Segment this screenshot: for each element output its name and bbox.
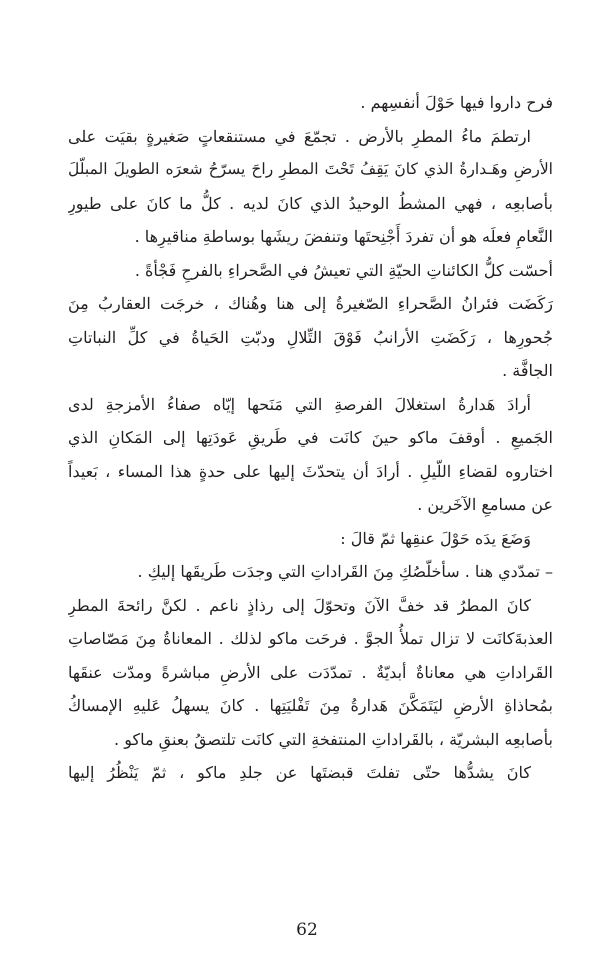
text-line: – تمدّدي هنا . سأخلّصُكِ مِنَ القَراداتِ التي وجدَت طَريقَها إليكِ . — [137, 562, 553, 581]
text-line: بمُحاذاةِ الأرضِ ليَتَمَكَّنَ هَدارةُ مِنَ تَفْليَتِها . كانَ يسهلُ عَليهِ الإمساكُ — [68, 696, 553, 715]
text-line: رَكَضَت فئرانُ الصَّحراءِ الصّغيرةُ إلى هنا وهُناك ، خرجَت العقاربُ مِنَ — [68, 294, 553, 313]
text-line: كانَ يشدُّها حتّى تفلتَ قبضتَها عن جلدِ ماكو ، ثمّ يَنْظُرُ إليها — [68, 763, 531, 782]
text-line: ارتطمَ ماءُ المطرِ بالأرض . تجمّعَ في مستنقعاتٍ صَغيرةٍ بقيَت على — [68, 126, 531, 146]
text-line: بأصابعِه البشريّة ، بالقَراداتِ المنتفخةِ التي كانَت تلتصقُ بعنقِ ماكو . — [114, 729, 553, 749]
text-line: كانَ المطرُ قد خفَّ الآنَ وتحوّلَ إلى رذاذٍ ناعم . لكنَّ رائحةَ المطرِ — [68, 595, 531, 615]
text-line: العذبةَكانَت لا تزال تملأُ الجوَّ . فرحَت ماكو لذلك . المعاناةُ مِنَ مَصّاصاتِ — [68, 629, 553, 648]
text-line: فرح داروا فيها حَوْلَ أنفسِهم . — [360, 93, 553, 112]
body-text — [68, 86, 553, 790]
text-line: بأصابعِه ، فهي المشطُ الوحيدُ الذي كانَ لديه . كلُّ ما كانَ على طيورِ — [68, 193, 553, 213]
text-line: الأرضِ وهَـدارةُ الذي كانَ يَقِفُ تَحْتَ المطرِ راحَ يسرّحُ شعرَه الطويلَ المبلّلَ — [68, 160, 553, 178]
text-line: الجافَّة . — [502, 361, 553, 380]
text-line: جُحورِها ، رَكَضَتِ الأرانبُ فَوْقَ التِّلالِ ودبّتِ الحَياةُ في كلِّ النباتاتِ — [68, 327, 553, 347]
text-line: أحسّت كلُّ الكائناتِ الحيّةِ التي تعيشُ في الصَّحراءِ بالفرحِ فَجْأةً . — [134, 260, 553, 280]
text-line: عن مسامعِ الآخَرين . — [417, 495, 553, 514]
text-line: الجَميعِ . أوقفَ ماكو حينَ كانَت في طَريقِ عَودَتِها إلى المَكانِ الذي — [68, 428, 553, 447]
page-number: 62 — [296, 920, 318, 940]
text-line: اختاروه لقضاءِ اللّيلِ . أرادَ أن يتحدّثَ إليها على حدةٍ هذا المساء ، بَعيداً — [68, 461, 553, 481]
text-line: النَّعامِ فعلَه هو أن تفردَ أَجْنِحتَها وتنفضَ ريشَها بوساطةِ مناقيرِها . — [134, 227, 553, 246]
text-line: وَضَعَ يدَه حَوْلَ عنقِها ثمّ قالَ : — [340, 528, 531, 548]
text-line: القَراداتِ هي معاناةٌ أبديّةٌ . تمدّدَت على الأرضِ مباشرةً ومدّت عنقَها — [68, 662, 553, 682]
text-line: أرادَ هَدارةُ استغلالَ الفرصةِ التي مَنَحها إيّاه صفاءُ الأمزجةِ لدى — [68, 394, 531, 414]
